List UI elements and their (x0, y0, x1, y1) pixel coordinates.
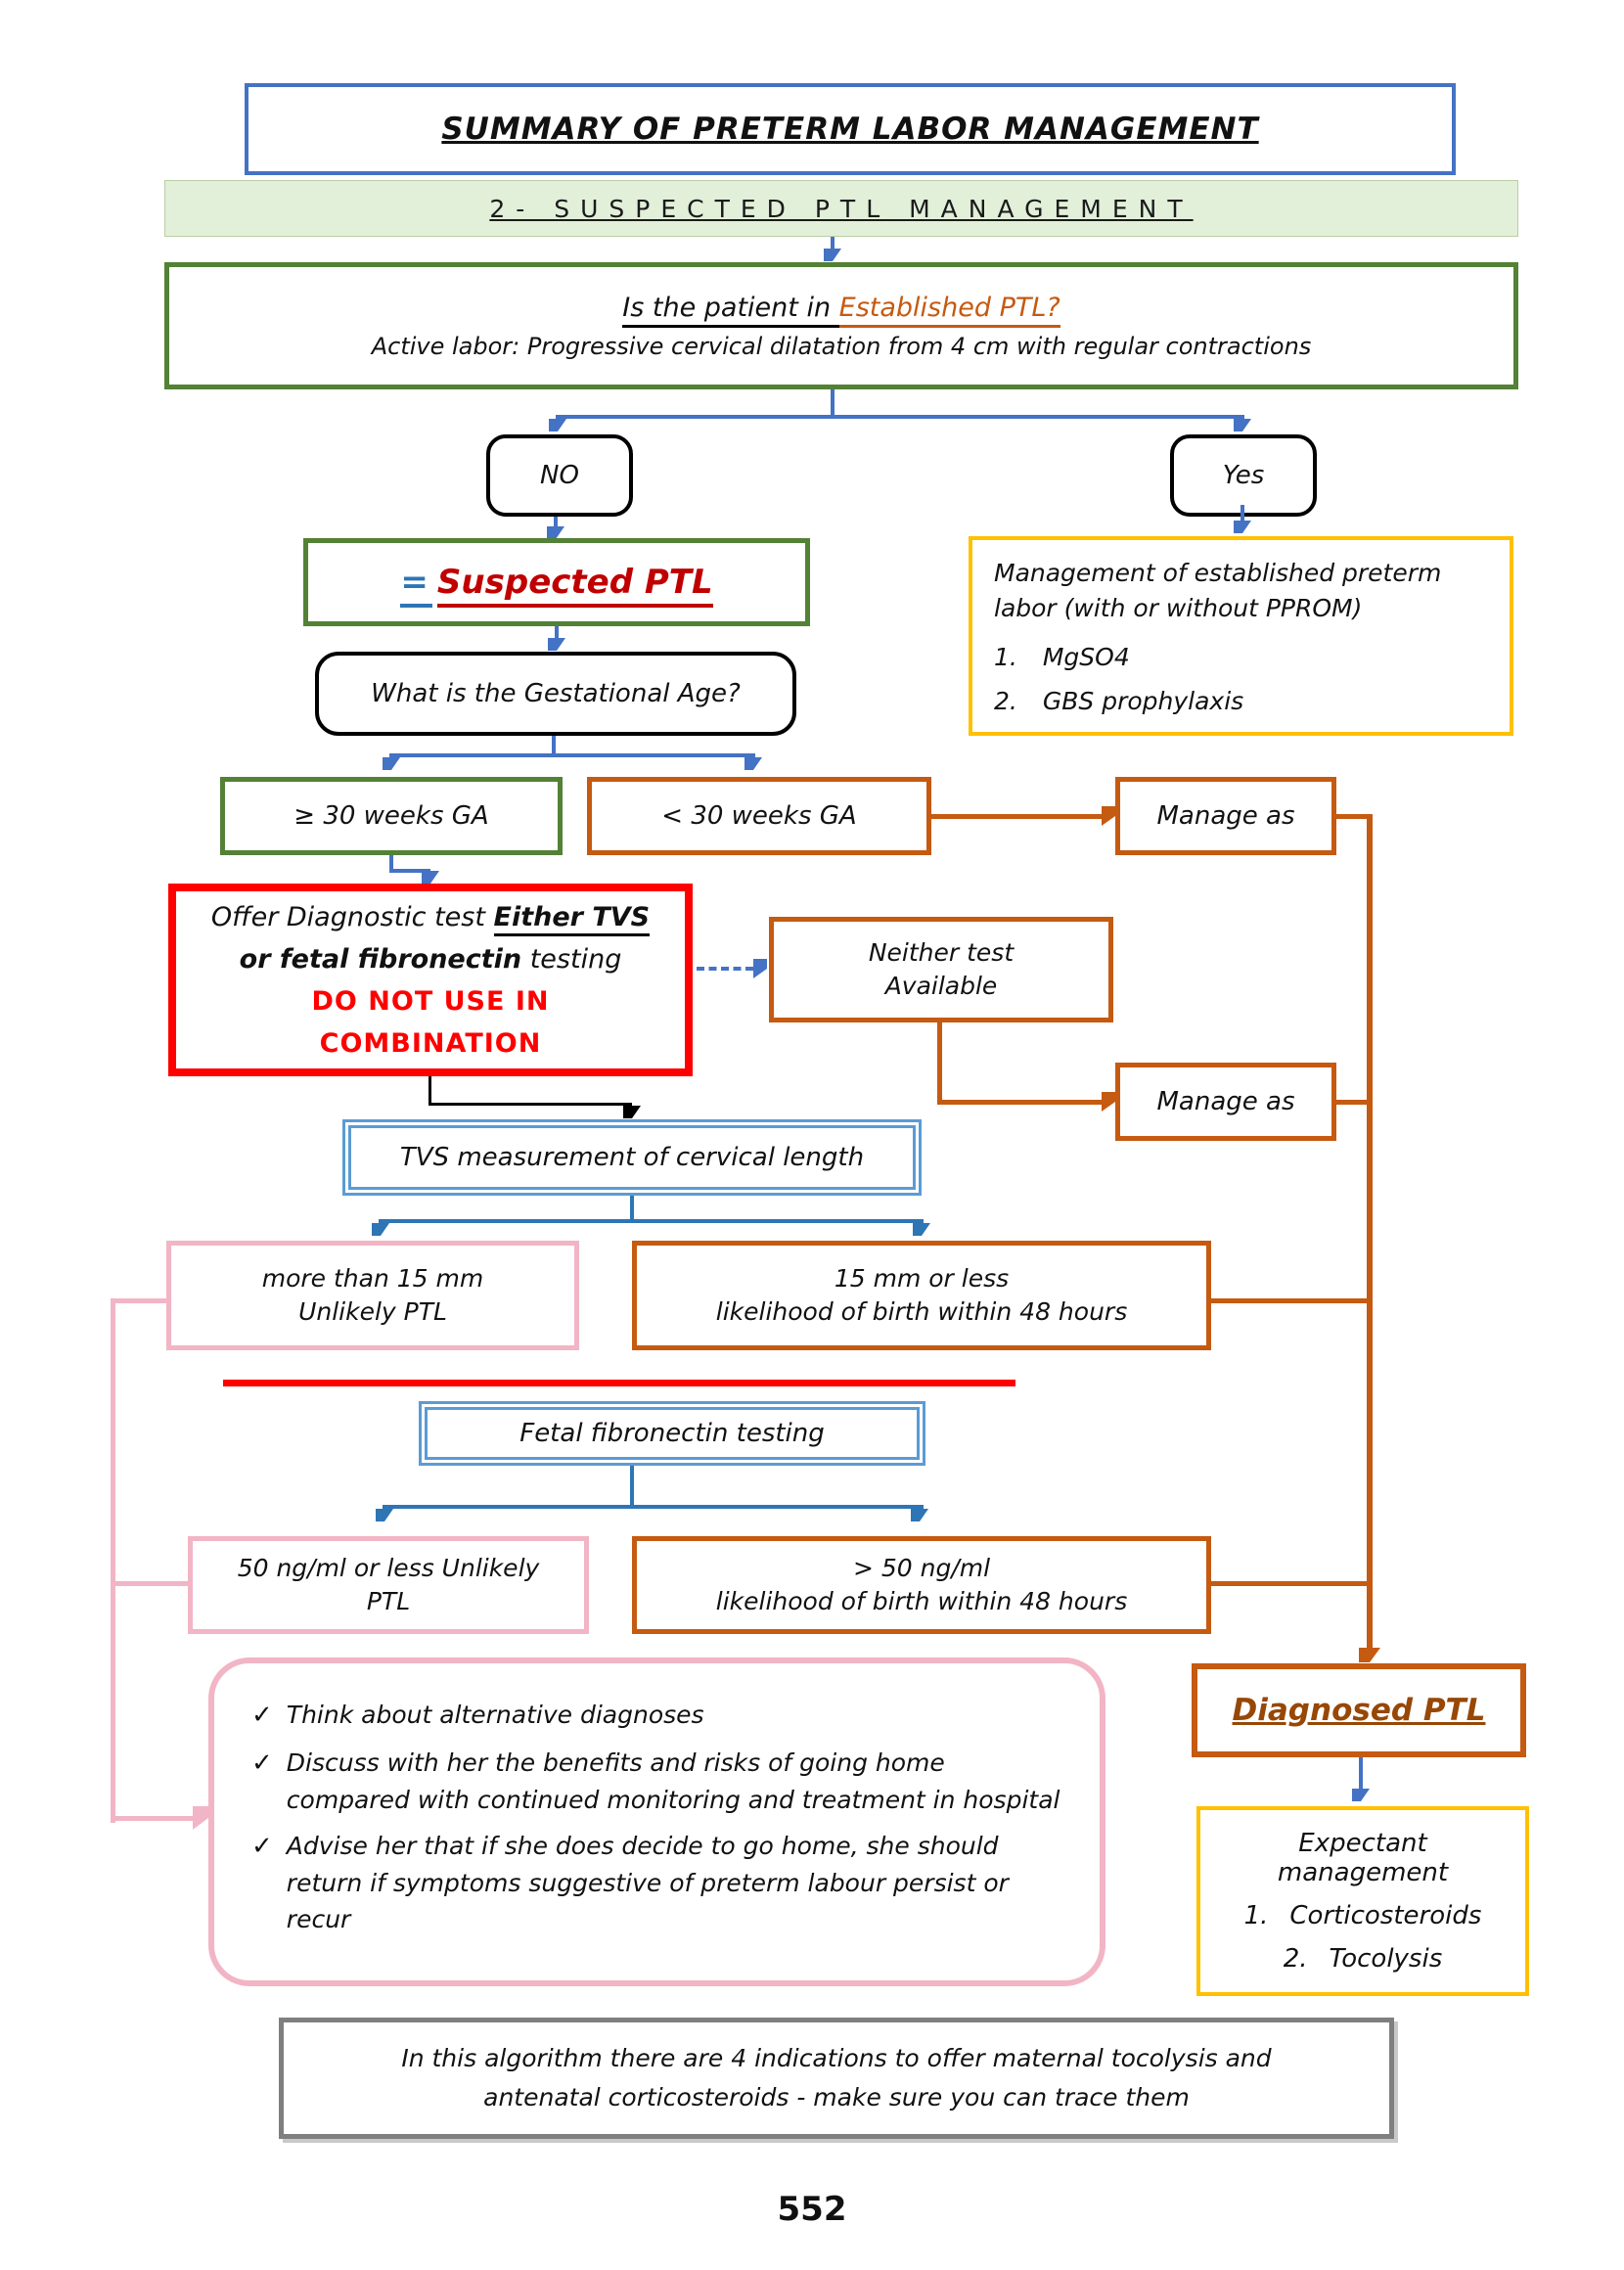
title-box (245, 83, 1456, 175)
established-management-item2: GBS prophylaxis (1042, 686, 1244, 715)
tvs-negative-line1: more than 15 mm (261, 1264, 484, 1294)
established-management-item1-num: 1. (994, 642, 1017, 671)
tvs-positive-box (632, 1241, 1211, 1350)
connector-manage2-rail (1336, 1100, 1370, 1105)
connector-ga-branch (389, 753, 755, 757)
suspected-equals: = (400, 563, 432, 608)
arrowhead-to-no (549, 419, 566, 431)
connector-neither-elbow-h (937, 1100, 1104, 1105)
tvs-box (342, 1119, 922, 1196)
offer-part2: Either TVS (494, 902, 651, 936)
connector-tvs-negative-pink (113, 1298, 166, 1303)
connector-ffn-negative-pink (113, 1581, 188, 1586)
tvs-negative-line2: Unlikely PTL (298, 1297, 447, 1326)
offer-part4: testing (521, 943, 622, 975)
section-banner (164, 180, 1518, 237)
footer-note-box (279, 2018, 1394, 2139)
arrowhead-under30-manage1 (1102, 806, 1115, 826)
advice-item-1: Think about alternative diagnoses (286, 1701, 704, 1729)
connector-red-tvs-v (429, 1076, 431, 1106)
connector-ffn-branch (383, 1505, 924, 1509)
arrowhead-to-yes (1234, 419, 1251, 431)
arrowhead-banner-question (824, 249, 841, 261)
expectant-item1: Corticosteroids (1289, 1901, 1482, 1930)
manage-as-bottom-box (1115, 1063, 1336, 1141)
established-management-title: Management of established preterm labor (with or without PPROM) (994, 559, 1442, 623)
arrowhead-pink-advice (193, 1806, 208, 1830)
page-number: 552 (777, 2190, 847, 2229)
connector-pink-vertical (111, 1298, 115, 1823)
diagnostic-offer-box (168, 884, 693, 1076)
connector-question-branch (556, 415, 1244, 419)
connector-suspected-gestational (555, 626, 559, 638)
established-question-box (164, 262, 1518, 389)
ga-under-30-label: < 30 weeks GA (661, 801, 857, 831)
ffn-negative-line1: 50 ng/ml or less Unlikely (237, 1554, 540, 1583)
connector-question-branch-stub (831, 389, 835, 417)
active-labor-definition: Active labor: Progressive cervical dilatation from 4 cm with regular contractions (371, 332, 1312, 360)
home-advice-box (208, 1657, 1105, 1986)
arrowhead-over30-red (422, 871, 439, 884)
expectant-item2: Tocolysis (1329, 1944, 1443, 1974)
connector-tvs-positive-rail (1211, 1298, 1370, 1303)
offer-warning-line2: COMBINATION (319, 1027, 542, 1059)
suspected-label: Suspected PTL (437, 563, 713, 608)
diagnosed-ptl-label: Diagnosed PTL (1232, 1693, 1486, 1728)
connector-red-neither-dashed (697, 967, 753, 971)
check-icon: ✓ (251, 1701, 273, 1730)
offer-part3: or fetal fibronectin (239, 943, 522, 975)
connector-diagnosed-expectant (1359, 1757, 1363, 1791)
manage-as-top-label: Manage as (1156, 801, 1295, 831)
tvs-label: TVS measurement of cervical length (399, 1143, 865, 1172)
arrowhead-to-ga-over (383, 757, 400, 770)
expectant-item1-num: 1. (1243, 1901, 1269, 1930)
footer-note-line1: In this algorithm there are 4 indications to offer maternal tocolysis and (401, 2044, 1272, 2072)
connector-pink-advice-h (113, 1816, 195, 1821)
expectant-line1: Expectant (1298, 1829, 1427, 1858)
neither-test-box (769, 917, 1113, 1022)
arrowhead-rail-diagnosed (1359, 1648, 1380, 1662)
neither-test-line2: Available (884, 972, 998, 1000)
arrowhead-suspected-gestational (548, 638, 565, 651)
arrowhead-neither-manage2 (1102, 1092, 1115, 1112)
connector-tvs-branch (379, 1219, 924, 1223)
established-management-item1: MgSO4 (1042, 642, 1130, 671)
ffn-positive-box (632, 1536, 1211, 1634)
no-node (486, 434, 633, 517)
neither-test-line1: Neither test (868, 938, 1015, 968)
expectant-line2: management (1277, 1858, 1449, 1887)
connector-neither-elbow-v (937, 1022, 942, 1105)
expectant-item2-num: 2. (1283, 1944, 1308, 1974)
connector-under30-manage1 (931, 814, 1104, 819)
arrowhead-tvs-negative (372, 1223, 389, 1236)
ga-over-30-label: ≥ 30 weeks GA (293, 801, 489, 831)
arrowhead-tvs-positive (913, 1223, 930, 1236)
manage-as-top-box (1115, 777, 1336, 855)
connector-rail-vertical (1367, 814, 1373, 1650)
arrowhead-to-ga-under (744, 757, 762, 770)
established-management-item2-num: 2. (994, 686, 1017, 715)
ffn-box (419, 1401, 925, 1466)
established-management-box (969, 536, 1513, 736)
ffn-negative-line2: PTL (366, 1587, 411, 1615)
diagnosed-ptl-box (1192, 1663, 1526, 1757)
question-highlight: Established PTL? (839, 293, 1060, 328)
question-prefix: Is the patient in (622, 293, 838, 328)
ffn-negative-box (188, 1536, 589, 1634)
gestational-age-label: What is the Gestational Age? (371, 679, 741, 708)
ffn-positive-line1: > 50 ng/ml (852, 1554, 991, 1583)
ffn-positive-line2: likelihood of birth within 48 hours (715, 1587, 1128, 1615)
offer-warning-line1: DO NOT USE IN (311, 985, 550, 1017)
connector-ffn-positive-rail (1211, 1581, 1370, 1586)
tvs-positive-line2: likelihood of birth within 48 hours (715, 1297, 1128, 1326)
arrowhead-ffn-negative (376, 1509, 393, 1521)
advice-item-2: Discuss with her the benefits and risks of going home compared with continued monitoring and treatment in hospital (286, 1748, 1060, 1814)
advice-item-3: Advise her that if she does decide to go home, she should return if symptoms suggestive of preterm labour persist or recur (286, 1832, 1009, 1933)
ffn-label: Fetal fibronectin testing (519, 1419, 825, 1448)
expectant-management-box (1196, 1806, 1529, 1996)
page-title: SUMMARY OF PRETERM LABOR MANAGEMENT (441, 112, 1259, 147)
connector-ffn-stub (630, 1466, 634, 1509)
arrowhead-red-tvs (623, 1106, 641, 1118)
offer-part1: Offer Diagnostic test (210, 901, 494, 932)
check-icon: ✓ (251, 1748, 273, 1778)
no-label: NO (540, 461, 579, 490)
arrowhead-yes-management (1234, 521, 1251, 533)
connector-ga-stub (552, 736, 556, 755)
check-icon: ✓ (251, 1832, 273, 1861)
tvs-positive-line1: 15 mm or less (834, 1264, 1010, 1294)
manage-as-bottom-label: Manage as (1156, 1087, 1295, 1116)
arrowhead-diagnosed-expectant (1352, 1789, 1370, 1801)
ga-over-30-box (220, 777, 563, 855)
gestational-age-box (315, 652, 796, 736)
connector-manage1-rail (1336, 814, 1370, 819)
tvs-negative-box (166, 1241, 579, 1350)
arrowhead-ffn-positive (911, 1509, 928, 1521)
suspected-ptl-box (303, 538, 810, 626)
red-divider (223, 1380, 1015, 1386)
footer-note-line2: antenatal corticosteroids - make sure you can trace them (483, 2083, 1190, 2111)
arrowhead-red-neither (753, 959, 767, 978)
ga-under-30-box (587, 777, 931, 855)
connector-red-tvs-h (429, 1103, 632, 1106)
section-banner-label: 2- SUSPECTED PTL MANAGEMENT (489, 194, 1194, 223)
yes-label: Yes (1222, 461, 1265, 490)
